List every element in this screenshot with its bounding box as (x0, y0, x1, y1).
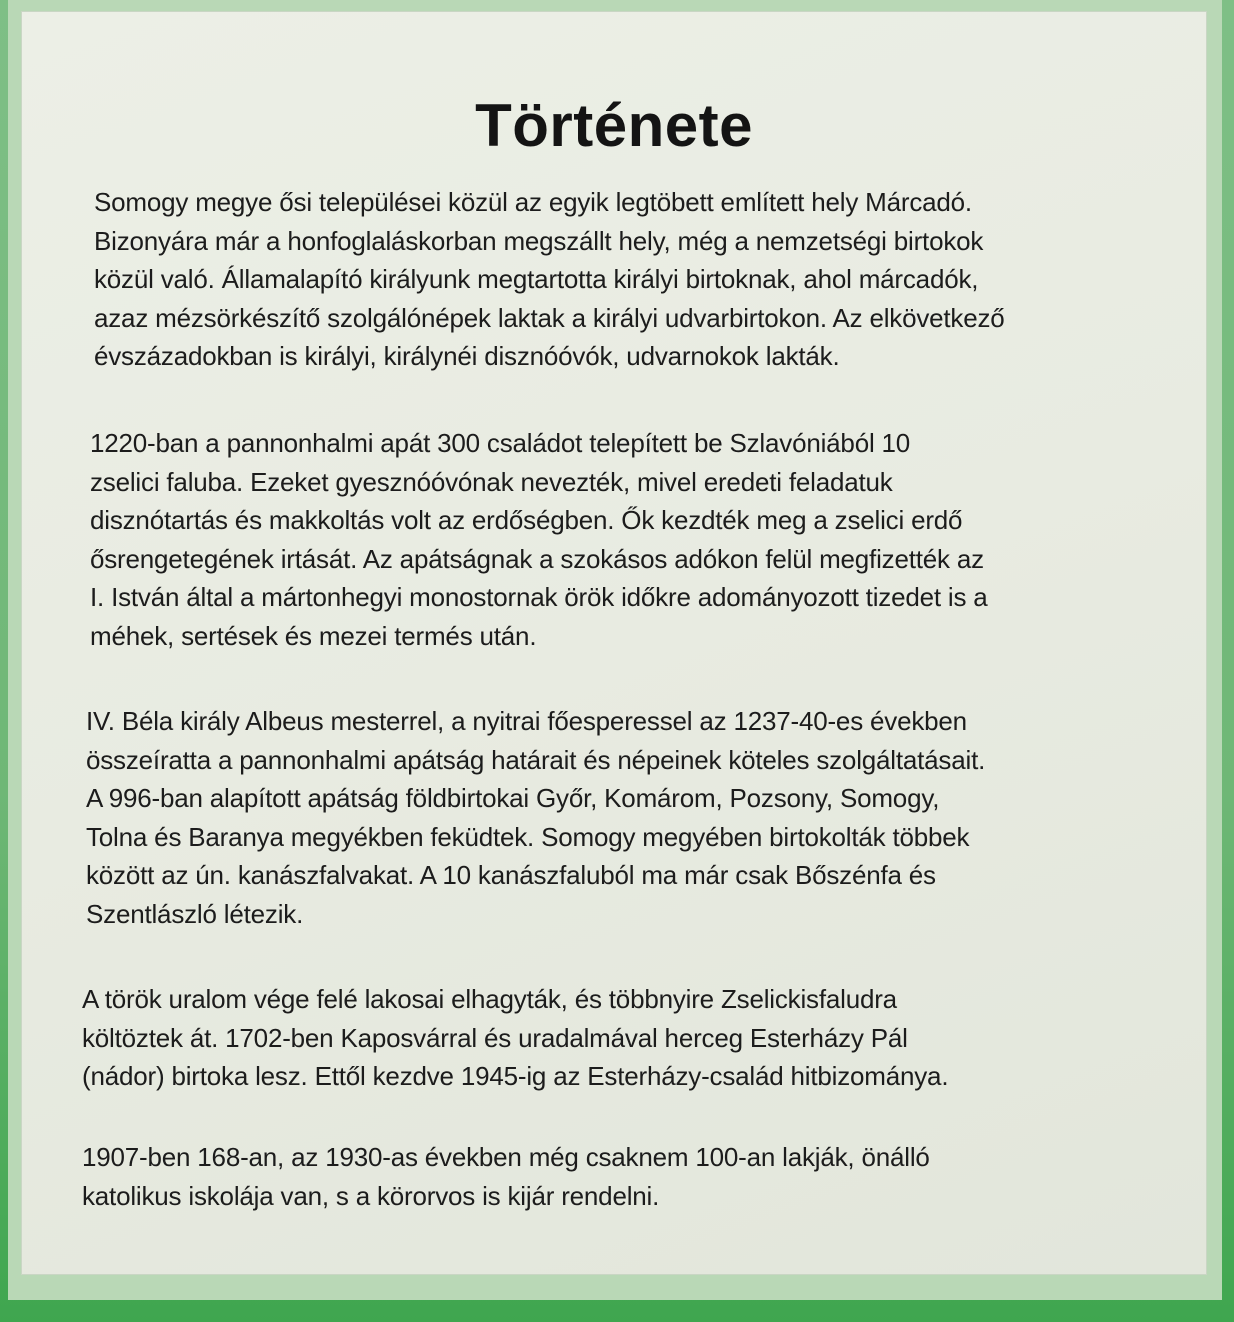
text-line: Somogy megye ősi települései közül az egyik legtöbett említett hely Márcadó. (94, 187, 972, 217)
text-line: I. István által a mártonhegyi monostornak örök időkre adományozott tizedet is a (90, 582, 988, 612)
text-line: katolikus iskolája van, s a körorvos is kijár rendelni. (82, 1180, 660, 1211)
paragraph-2 (90, 424, 988, 655)
text-line: A 996-ban alapított apátság földbirtokai Győr, Komárom, Pozsony, Somogy, (86, 783, 940, 813)
text-line: Szentlászló létezik. (86, 898, 304, 929)
page-title: Története (475, 92, 753, 159)
text-line: közül való. Államalapító királyunk megtartotta királyi birtoknak, ahol márcadók, (94, 264, 979, 294)
text-line: A török uralom vége felé lakosai elhagyták, és többnyire Zselickisfaludra (82, 984, 897, 1014)
paragraph-1 (94, 183, 1005, 376)
text-line: költöztek át. 1702-ben Kaposvárral és uradalmával herceg Esterházy Pál (82, 1022, 908, 1053)
text-line: ősrengetegének irtását. Az apátságnak a szokásos adókon felül megfizették az (90, 543, 984, 574)
paragraph-5 (82, 1138, 930, 1215)
text-line: 1907-ben 168-an, az 1930-as években még csaknem 100-an lakják, önálló (82, 1142, 930, 1172)
text-line: (nádor) birtoka lesz. Ettől kezdve 1945-ig az Esterházy-család hitbizománya. (82, 1061, 949, 1091)
text-line: összeíratta a pannonhalmi apátság határait és népeinek köteles szolgáltatásait. (86, 744, 986, 775)
text-line: Bizonyára már a honfoglaláskorban megszállt hely, még a nemzetségi birtokok (94, 225, 984, 256)
text-line: zselici faluba. Ezeket gyesznóóvónak nevezték, mivel eredeti feladatuk (90, 466, 893, 497)
text-line: Tolna és Baranya megyékben feküdtek. Somogy megyében birtokolták többek (86, 821, 970, 852)
text-line: disznótartás és makkoltás volt az erdőségben. Ők kezdték meg a zselici erdő (90, 505, 963, 535)
text-line: 1220-ban a pannonhalmi apát 300 családot telepített be Szlavóniából 10 (90, 428, 911, 458)
text-line: IV. Béla király Albeus mesterrel, a nyitrai főesperessel az 1237-40-es években (86, 706, 967, 736)
text-line: között az ún. kanászfalvakat. A 10 kanászfaluból ma már csak Bőszénfa és (86, 860, 936, 890)
paragraph-3 (86, 702, 985, 933)
text-line: azaz mézsörkészítő szolgálónépek laktak a királyi udvarbirtokon. Az elkövetkező (94, 302, 1005, 333)
information-board (22, 12, 1206, 1274)
text-line: évszázadokban is királyi, királynéi disznóóvók, udvarnokok lakták. (94, 341, 840, 371)
text-line: méhek, sertések és mezei termés után. (90, 620, 537, 651)
paragraph-4 (82, 980, 948, 1096)
